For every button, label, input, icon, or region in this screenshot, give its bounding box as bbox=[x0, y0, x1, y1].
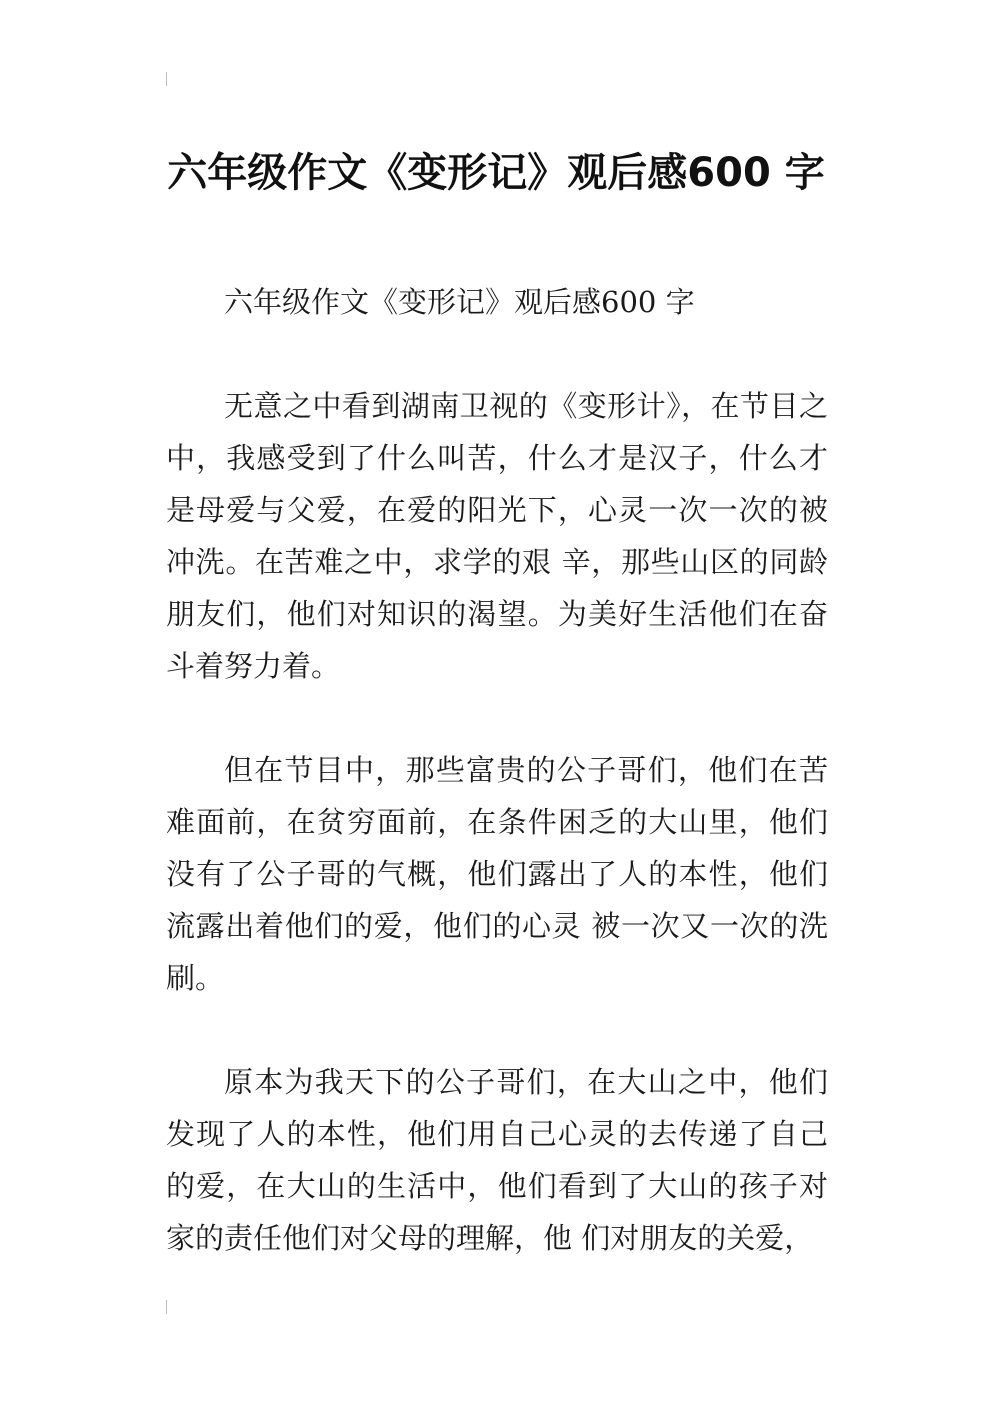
paragraph-1: 无意之中看到湖南卫视的《变形计》，在节目之中，我感受到了什么叫苦，什么才是汉子，什么才是母爱与父爱，在爱的阳光下，心灵一次一次的被冲洗。在苦难之中，求学的艰 辛，那些山区的同龄朋友们，他们对知识的渴望。为美好生活他们在奋斗着努力着。 bbox=[166, 389, 828, 683]
article-subtitle: 六年级作文《变形记》观后感600 字 bbox=[224, 285, 695, 319]
paragraph-3: 原本为我天下的公子哥们，在大山之中，他们发现了人的本性，他们用自己心灵的去传递了自己的爱，在大山的生活中，他们看到了大山的孩子对家的责任他们对父母的理解，他 们对朋友的关爱， bbox=[166, 1065, 828, 1255]
page-corner-mark-top bbox=[166, 72, 167, 86]
spacer bbox=[166, 692, 828, 744]
page-corner-mark-bottom bbox=[166, 1300, 167, 1314]
paragraph-2: 但在节目中，那些富贵的公子哥们，他们在苦难面前，在贫穷面前，在条件困乏的大山里，他们没有了公子哥的气概，他们露出了人的本性，他们流露出着他们的爱，他们的心灵 被一次又一次的洗刷。 bbox=[166, 753, 828, 995]
spacer bbox=[166, 328, 828, 380]
article-body bbox=[166, 276, 828, 1264]
spacer bbox=[166, 1004, 828, 1056]
page-title: 六年级作文《变形记》观后感600 字 bbox=[167, 149, 825, 196]
